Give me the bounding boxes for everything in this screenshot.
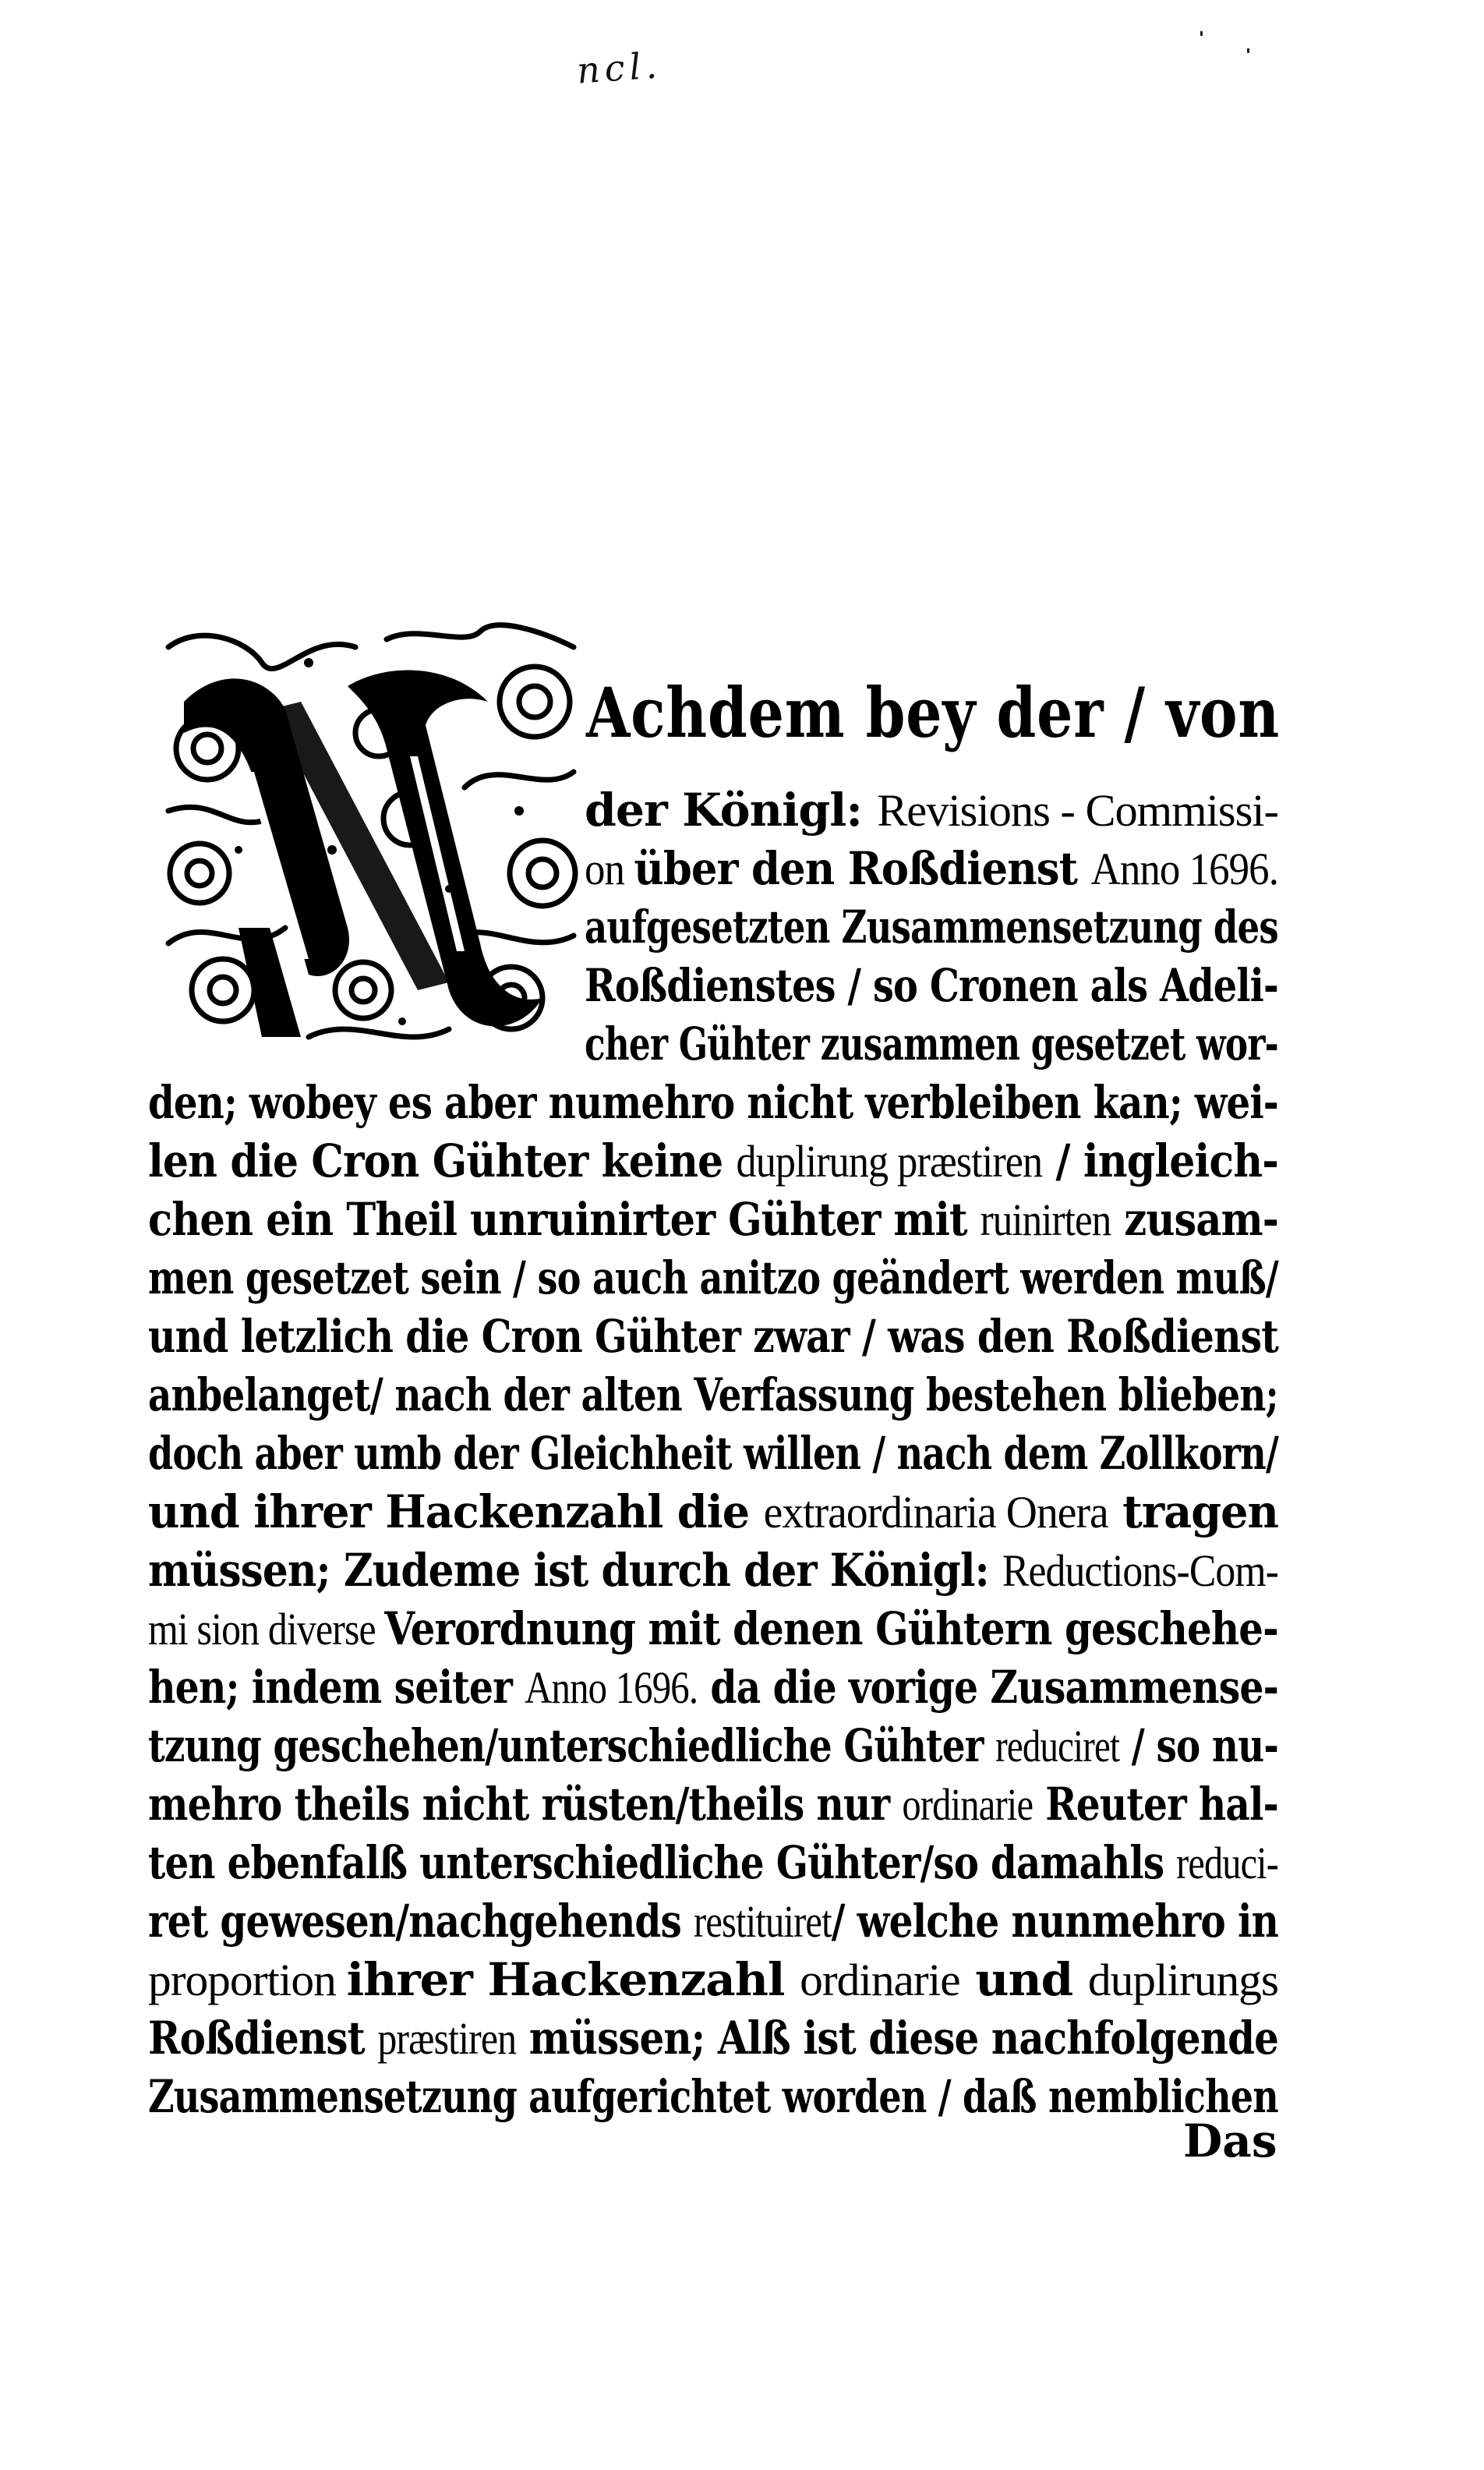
text-line bbox=[148, 1719, 1278, 1772]
handwritten-annotation: ncl. bbox=[575, 44, 663, 92]
latin-text-segment: reduci- bbox=[1176, 1838, 1278, 1888]
opening-line: Achdem bey der / von bbox=[586, 672, 1280, 753]
text-line bbox=[148, 1193, 1278, 1246]
fraktur-text-segment: cher Gühter zusammen gesetzet wor- bbox=[585, 1017, 1278, 1070]
text-line bbox=[585, 784, 1278, 837]
text-line bbox=[148, 1368, 1278, 1421]
ink-speck bbox=[1200, 31, 1203, 36]
text-line bbox=[148, 1895, 1278, 1948]
fraktur-text-segment: ihrer Hackenzahl bbox=[346, 1953, 800, 2006]
latin-text-segment: ordinarie bbox=[902, 1779, 1034, 1830]
text-line bbox=[148, 1836, 1278, 1889]
fraktur-text-segment: Reuter hal- bbox=[1033, 1778, 1278, 1831]
latin-text-segment: præstiren bbox=[377, 2013, 517, 2064]
fraktur-text-segment: len die Cron Gühter keine bbox=[148, 1134, 737, 1187]
latin-text-segment: ordinarie bbox=[800, 1955, 960, 2005]
latin-text-segment: on bbox=[585, 844, 634, 894]
text-line bbox=[148, 1602, 1278, 1655]
text-line bbox=[148, 1076, 1278, 1129]
fraktur-text-segment: anbelanget/ nach der alten Verfassung bestehen blieben; bbox=[148, 1368, 1278, 1421]
text-line bbox=[585, 1017, 1278, 1070]
latin-text-segment: duplirungs bbox=[1087, 1955, 1279, 2005]
fraktur-text-segment: und ihrer Hackenzahl die bbox=[148, 1485, 764, 1538]
text-line bbox=[148, 2070, 1278, 2123]
fraktur-text-segment: tzung geschehen/unterschiedliche Gühter bbox=[148, 1719, 996, 1772]
fraktur-text-segment: müssen; Alß ist diese nachfolgende bbox=[516, 2012, 1278, 2065]
ink-speck bbox=[1247, 48, 1249, 53]
latin-text-segment: duplirung præstiren bbox=[736, 1136, 1043, 1187]
latin-text-segment: proportion bbox=[148, 1955, 347, 2005]
text-line bbox=[585, 842, 1278, 895]
drop-cap-ornament-icon bbox=[153, 616, 589, 1053]
latin-text-segment: mi sion diverse bbox=[148, 1604, 385, 1654]
fraktur-text-segment: den; wobey es aber numehro nicht verbleiben kan; wei- bbox=[148, 1076, 1278, 1129]
latin-text-segment: restituiret bbox=[694, 1896, 832, 1947]
text-line bbox=[148, 1544, 1278, 1597]
fraktur-text-segment: chen ein Theil unruinirter Gühter mit bbox=[148, 1193, 980, 1246]
latin-text-segment: Anno 1696. bbox=[1090, 844, 1278, 894]
text-line bbox=[585, 959, 1278, 1012]
fraktur-text-segment: über den Roßdienst bbox=[634, 842, 1091, 895]
latin-text-segment: ruinirten bbox=[980, 1194, 1111, 1245]
fraktur-text-segment: und letzlich die Cron Gühter zwar / was den Roßdienst bbox=[148, 1310, 1278, 1363]
text-line bbox=[148, 1778, 1278, 1831]
latin-text-segment: Revisions - Commissi- bbox=[877, 785, 1278, 836]
fraktur-text-segment: aufgesetzten Zusammensetzung des bbox=[585, 901, 1278, 954]
fraktur-text-segment: der Königl: bbox=[585, 784, 878, 837]
ornate-drop-cap-n bbox=[153, 616, 589, 1053]
text-line bbox=[148, 1310, 1278, 1363]
fraktur-text-segment: / welche nunmehro in bbox=[831, 1895, 1278, 1948]
fraktur-text-segment: hen; indem seiter bbox=[148, 1661, 525, 1714]
fraktur-text-segment: müssen; Zudeme ist durch der Königl: bbox=[148, 1544, 1002, 1597]
fraktur-text-segment: men gesetzet sein / so auch anitzo geändert werden muß/ bbox=[148, 1251, 1278, 1304]
catchword: Das bbox=[1183, 2114, 1277, 2167]
latin-text-segment: reduciret bbox=[995, 1721, 1120, 1771]
latin-text-segment: Anno 1696. bbox=[525, 1662, 698, 1713]
fraktur-text-segment: doch aber umb der Gleichheit willen / nach dem Zollkorn/ bbox=[148, 1427, 1278, 1480]
text-line bbox=[148, 1661, 1278, 1714]
text-line bbox=[148, 1427, 1278, 1480]
fraktur-text-segment: Roßdienst bbox=[148, 2012, 378, 2065]
fraktur-text-segment: mehro theils nicht rüsten/theils nur bbox=[148, 1778, 903, 1831]
fraktur-text-segment: Zusammensetzung aufgerichtet worden / daß nemblichen bbox=[148, 2070, 1278, 2123]
text-line bbox=[585, 901, 1278, 954]
fraktur-text-segment: ret gewesen/nachgehends bbox=[148, 1895, 694, 1948]
fraktur-text-segment: tragen bbox=[1108, 1485, 1278, 1538]
fraktur-text-segment: / so nu- bbox=[1119, 1719, 1278, 1772]
text-line bbox=[148, 2012, 1278, 2065]
text-line bbox=[148, 1953, 1278, 2006]
fraktur-text-segment: da die vorige Zusammense- bbox=[698, 1661, 1278, 1714]
text-line bbox=[148, 1134, 1278, 1187]
fraktur-text-segment: Roßdienstes / so Cronen als Adeli- bbox=[585, 959, 1278, 1012]
text-line bbox=[148, 1251, 1278, 1304]
fraktur-text-segment: Verordnung mit denen Gühtern geschehe- bbox=[384, 1602, 1279, 1655]
text-line bbox=[148, 1485, 1278, 1538]
fraktur-text-segment: und bbox=[959, 1953, 1088, 2006]
fraktur-text-segment: zusam- bbox=[1111, 1193, 1278, 1246]
fraktur-text-segment: ten ebenfalß unterschiedliche Gühter/so damahls bbox=[148, 1836, 1177, 1889]
latin-text-segment: extraordinaria Onera bbox=[763, 1487, 1108, 1538]
latin-text-segment: Reductions-Com- bbox=[1002, 1545, 1278, 1596]
fraktur-text-segment: / ingleich- bbox=[1042, 1134, 1278, 1187]
